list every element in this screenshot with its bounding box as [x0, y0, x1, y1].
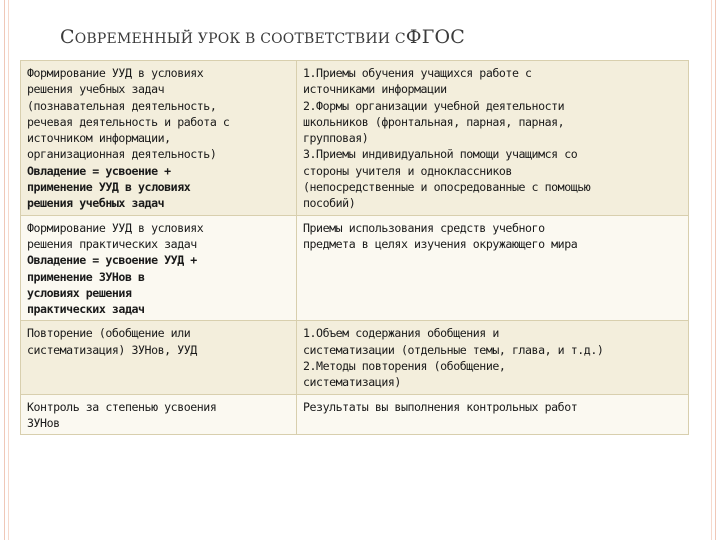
right-border-line-inner	[711, 0, 712, 540]
left-cell-line: организационная деятельность)	[27, 147, 217, 162]
left-cell-bold-line: Овладение = усвоение +	[27, 163, 171, 178]
left-cell-line: решения практических задач	[27, 236, 197, 251]
left-cell-bold-line: применение УУД в условиях	[27, 180, 191, 195]
left-cell-bold-line: условиях решения	[27, 285, 132, 300]
right-cell-line: групповая)	[303, 131, 369, 146]
left-cell-bold-line: Овладение = усвоение УУД +	[27, 253, 197, 268]
right-cell-line: источниками информации	[303, 82, 447, 97]
right-cell-line: Приемы использования средств учебного	[303, 220, 545, 235]
content-table	[20, 60, 689, 435]
left-cell-line: (познавательная деятельность,	[27, 98, 217, 113]
left-cell-line: ЗУНов	[27, 415, 60, 430]
left-cell-line: речевая деятельность и работа с	[27, 114, 230, 129]
right-cell-line: 1.Объем содержания обобщения и	[303, 326, 499, 341]
right-cell	[297, 61, 689, 216]
left-cell-line: Повторение (обобщение или	[27, 326, 191, 341]
right-cell-line: систематизация)	[303, 375, 401, 390]
slide-title	[60, 26, 700, 56]
left-cell-line: Формирование УУД в условиях	[27, 66, 204, 80]
table-row	[21, 394, 689, 435]
left-cell	[21, 61, 297, 216]
left-cell	[21, 321, 297, 394]
right-cell-line: (непосредственные и опосредованные с помощью	[303, 180, 591, 195]
left-cell-line: решения учебных задач	[27, 82, 165, 97]
table-row	[21, 61, 689, 216]
right-cell	[297, 321, 689, 394]
left-cell-line: Формирование УУД в условиях	[27, 220, 204, 235]
title-cap-2: ФГОС	[405, 26, 466, 48]
table-row	[21, 321, 689, 394]
right-cell-line: школьников (фронтальная, парная, парная,	[303, 114, 565, 129]
content-table-wrap	[20, 60, 688, 435]
left-cell-bold-line: применение ЗУНов в	[27, 269, 145, 284]
left-cell	[21, 394, 297, 435]
title-text: ОВРЕМЕННЫЙ УРОК В СООТВЕТСТВИИ С	[74, 31, 406, 47]
left-cell	[21, 215, 297, 321]
right-cell-line: предмета в целях изучения окружающего мира	[303, 236, 578, 251]
right-cell-line: 3.Приемы индивидуальной помощи учащимся со	[303, 147, 578, 162]
right-cell-line: 1.Приемы обучения учащихся работе с	[303, 66, 532, 80]
right-cell-line: пособий)	[303, 196, 356, 211]
right-cell	[297, 215, 689, 321]
left-cell-line: Контроль за степенью усвоения	[27, 399, 217, 414]
left-cell-bold-line: решения учебных задач	[27, 196, 165, 211]
right-cell-line: 2.Формы организации учебной деятельности	[303, 98, 565, 113]
left-border-line-inner	[8, 0, 9, 540]
left-cell-line: источником информации,	[27, 131, 171, 146]
right-cell-line: систематизации (отдельные темы, глава, и т.д.)	[303, 342, 604, 357]
left-border-line	[4, 0, 5, 540]
title-cap-1: С	[60, 26, 75, 48]
right-border-line	[715, 0, 716, 540]
right-cell-line: Результаты вы выполнения контрольных работ	[303, 399, 578, 414]
right-cell-line: стороны учителя и одноклассников	[303, 163, 512, 178]
left-cell-bold-line: практических задач	[27, 302, 145, 317]
table-row	[21, 215, 689, 321]
right-cell-line: 2.Методы повторения (обобщение,	[303, 359, 506, 374]
left-cell-line: систематизация) ЗУНов, УУД	[27, 342, 197, 357]
right-cell	[297, 394, 689, 435]
